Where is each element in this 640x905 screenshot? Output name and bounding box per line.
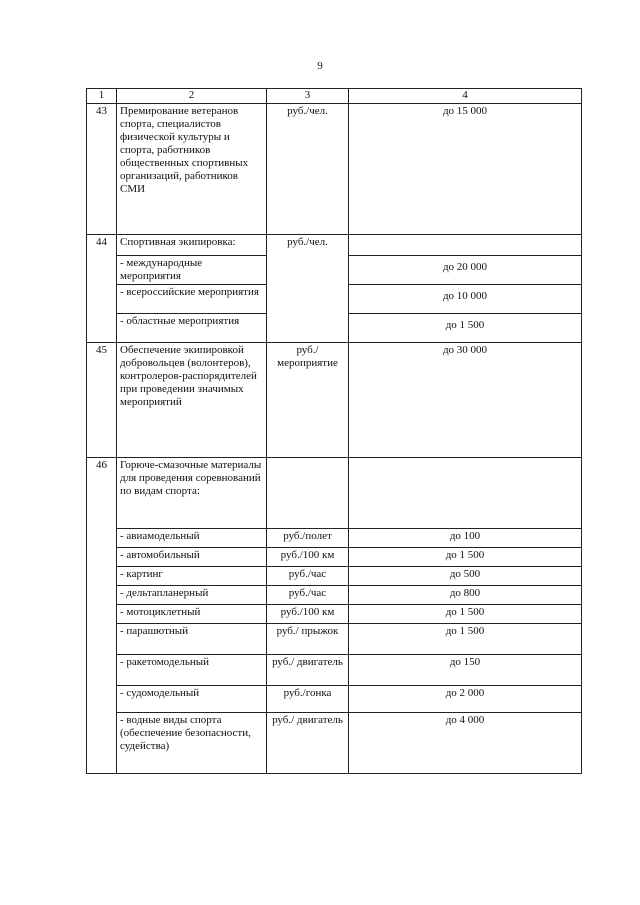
table-row: [87, 458, 582, 529]
row-number: 43: [87, 104, 117, 235]
header-col-1: 1: [87, 89, 117, 104]
table-subrow: [87, 529, 582, 548]
subrow-unit: руб./100 км: [267, 548, 349, 567]
rates-table: [86, 88, 582, 774]
row-unit: руб./чел.: [267, 235, 349, 343]
subrow-name: - авиамодельный: [117, 529, 267, 548]
subrow-name: - судомодельный: [117, 686, 267, 713]
subrow-unit: руб./час: [267, 586, 349, 605]
header-col-3: 3: [267, 89, 349, 104]
subrow-unit: руб./час: [267, 567, 349, 586]
subrow-value: до 1 500: [349, 624, 582, 655]
page-number: 9: [317, 60, 323, 72]
row-number: 46: [87, 458, 117, 774]
table-subrow: [87, 686, 582, 713]
table-subrow: [87, 605, 582, 624]
row-name: Спортивная экипировка:: [117, 235, 267, 256]
table-row: [87, 104, 582, 235]
row-name: Горюче-смазочные материалы для проведения соревнований по видам спорта:: [117, 458, 267, 529]
row-unit: руб./чел.: [267, 104, 349, 235]
subrow-name: - парашютный: [117, 624, 267, 655]
row-value: [349, 235, 582, 256]
table-row: [87, 343, 582, 458]
row-number: 44: [87, 235, 117, 343]
table-subrow: [87, 624, 582, 655]
subrow-value: до 1 500: [349, 314, 582, 343]
subrow-value: до 1 500: [349, 548, 582, 567]
table-row: [87, 235, 582, 256]
row-number: 45: [87, 343, 117, 458]
subrow-name: - областные мероприятия: [117, 314, 267, 343]
subrow-name: - картинг: [117, 567, 267, 586]
subrow-value: до 800: [349, 586, 582, 605]
subrow-name: - ракетомодельный: [117, 655, 267, 686]
subrow-value: до 100: [349, 529, 582, 548]
row-name: Премирование ветеранов спорта, специалистов физической культуры и спорта, работников общественных спортивных организаций, работников СМИ: [117, 104, 267, 235]
table-subrow: [87, 713, 582, 774]
subrow-value: до 10 000: [349, 285, 582, 314]
row-unit: руб./ мероприятие: [267, 343, 349, 458]
table-subrow: [87, 655, 582, 686]
subrow-value: до 4 000: [349, 713, 582, 774]
row-name: Обеспечение экипировкой добровольцев (волонтеров), контролеров-распорядителей при проведении значимых мероприятий: [117, 343, 267, 458]
subrow-unit: руб./гонка: [267, 686, 349, 713]
subrow-name: - дельтапланерный: [117, 586, 267, 605]
row-unit: [267, 458, 349, 529]
row-value: до 30 000: [349, 343, 582, 458]
table-subrow: [87, 567, 582, 586]
subrow-value: до 150: [349, 655, 582, 686]
table-header-row: [87, 89, 582, 104]
subrow-value: до 2 000: [349, 686, 582, 713]
subrow-name: - международные мероприятия: [117, 256, 267, 285]
subrow-unit: руб./ двигатель: [267, 713, 349, 774]
table-subrow: [87, 586, 582, 605]
subrow-value: до 1 500: [349, 605, 582, 624]
subrow-name: - мотоциклетный: [117, 605, 267, 624]
subrow-name: - водные виды спорта (обеспечение безопасности, судейства): [117, 713, 267, 774]
subrow-unit: руб./ двигатель: [267, 655, 349, 686]
subrow-name: - автомобильный: [117, 548, 267, 567]
subrow-unit: руб./полет: [267, 529, 349, 548]
row-value: до 15 000: [349, 104, 582, 235]
table-subrow: [87, 548, 582, 567]
subrow-value: до 20 000: [349, 256, 582, 285]
header-col-4: 4: [349, 89, 582, 104]
header-col-2: 2: [117, 89, 267, 104]
subrow-unit: руб./100 км: [267, 605, 349, 624]
row-value: [349, 458, 582, 529]
subrow-value: до 500: [349, 567, 582, 586]
subrow-unit: руб./ прыжок: [267, 624, 349, 655]
subrow-name: - всероссийские мероприятия: [117, 285, 267, 314]
